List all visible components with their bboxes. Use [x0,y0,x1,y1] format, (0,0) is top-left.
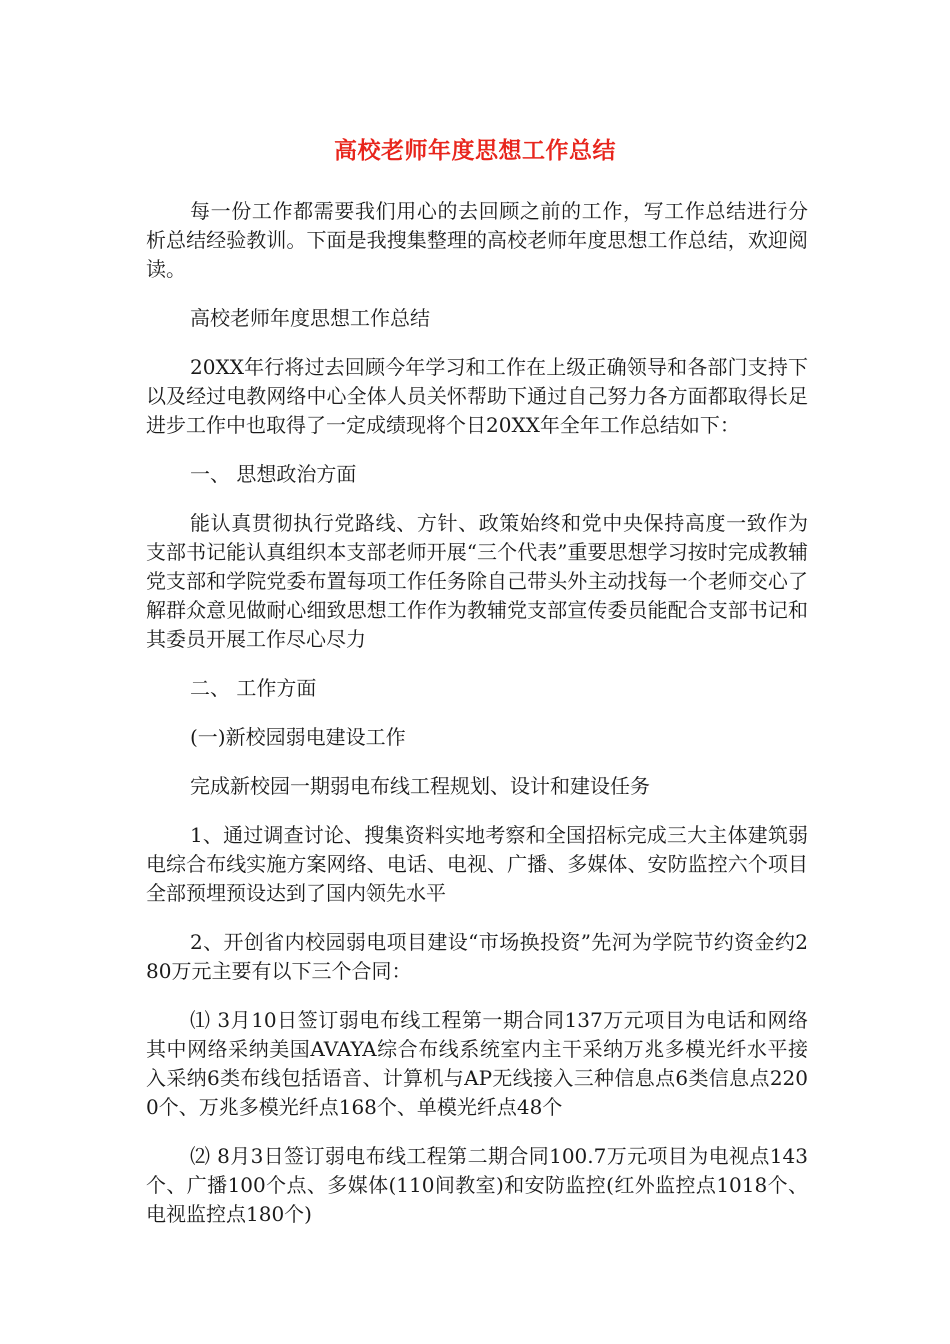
item-1-paragraph: 1、通过调查讨论、搜集资料实地考察和全国招标完成三大主体建筑弱电综合布线实施方案网络、电话、电视、广播、多媒体、安防监控六个项目全部预埋预设达到了国内领先水平 [146,823,808,905]
document-body [146,197,808,1249]
heading-work: 二、 工作方面 [190,676,317,700]
document-title: 高校老师年度思想工作总结 [334,138,616,164]
item-2-paragraph: 2、开创省内校园弱电项目建设“市场换投资”先河为学院节约资金约280万元主要有以下三个合同： [146,930,808,983]
subheading-campus: (一)新校园弱电建设工作 [190,725,406,749]
political-paragraph: 能认真贯彻执行党路线、方针、政策始终和党中央保持高度一致作为支部书记能认真组织本支部老师开展“三个代表”重要思想学习按时完成教辅党支部和学院党委布置每项工作任务除自己带头外主动找每一个老师交心了解群众意见做耐心细致思想工作作为教辅党支部宣传委员能配合支部书记和其委员开展工作尽心尽力 [146,511,808,651]
contract-1-paragraph: ⑴ 3月10日签订弱电布线工程第一期合同137万元项目为电话和网络其中网络采纳美国AVAYA综合布线系统室内主干采纳万兆多模光纤水平接入采纳6类布线包括语音、计算机与AP无线接入三种信息点6类信息点2200个、万兆多模光纤点168个、单模光纤点48个 [146,1008,808,1119]
contract-2-paragraph: ⑵ 8月3日签订弱电布线工程第二期合同100.7万元项目为电视点143个、广播100个点、多媒体(110间教室)和安防监控(红外监控点1018个、电视监控点180个) [146,1144,808,1226]
section-title: 高校老师年度思想工作总结 [190,306,430,330]
heading-political: 一、 思想政治方面 [190,462,357,486]
intro-paragraph: 每一份工作都需要我们用心的去回顾之前的工作，写工作总结进行分析总结经验教训。下面是我搜集整理的高校老师年度思想工作总结，欢迎阅读。 [146,199,808,281]
campus-task-paragraph: 完成新校园一期弱电布线工程规划、设计和建设任务 [190,774,650,798]
overview-paragraph: 20XX年行将过去回顾今年学习和工作在上级正确领导和各部门支持下以及经过电教网络中心全体人员关怀帮助下通过自己努力各方面都取得长足进步工作中也取得了一定成绩现将个日20XX年全年工作总结如下： [146,355,808,437]
